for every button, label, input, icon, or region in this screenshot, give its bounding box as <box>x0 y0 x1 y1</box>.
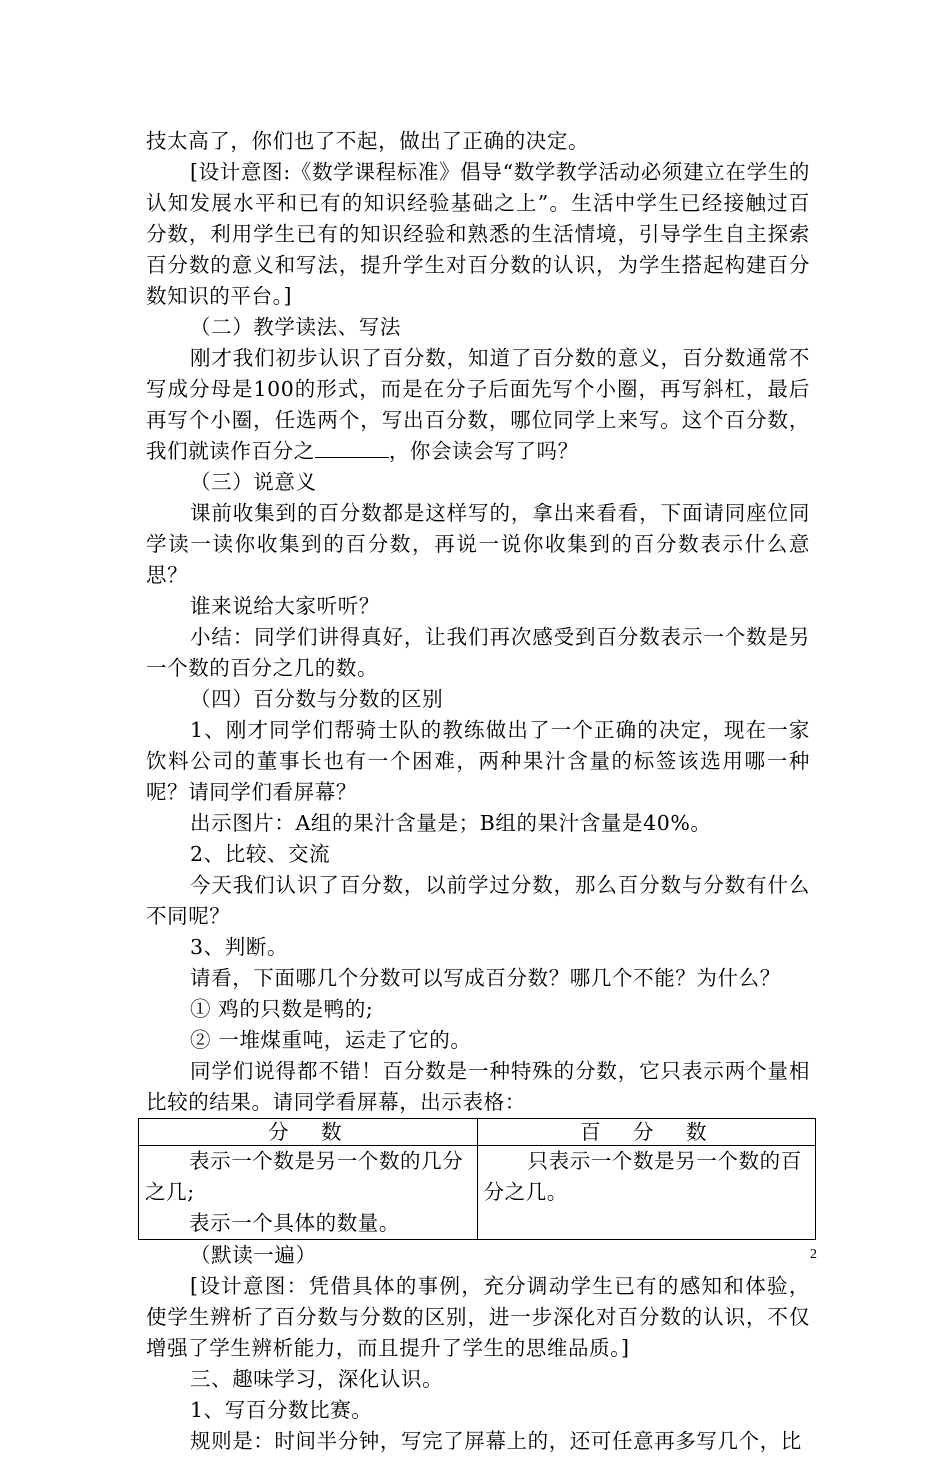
comparison-table <box>138 1118 816 1240</box>
paragraph-text: 规则是：时间半分钟，写完了屏幕上的，还可任意再多写几个，比 <box>190 1429 802 1453</box>
paragraph-text: 出示图片：A组的果汁含量是；B组的果汁含量是40%。 <box>190 811 712 835</box>
paragraph-text: 1、写百分数比赛。 <box>190 1398 373 1422</box>
cell-line: 表示一个具体的数量。 <box>189 1211 400 1235</box>
paragraphs-top <box>146 126 810 1118</box>
paragraph <box>146 1364 810 1395</box>
paragraph-text: 1、刚才同学们帮骑士队的教练做出了一个正确的决定，现在一家饮料公司的董事长也有一个困难，两种果汁含量的标签该选用哪一种呢？请同学们看屏幕？ <box>146 718 810 804</box>
paragraph-text: 小结：同学们讲得真好，让我们再次感受到百分数表示一个数是另一个数的百分之几的数。 <box>146 625 810 680</box>
paragraph-text: 3、判断。 <box>190 935 289 959</box>
paragraph-text: 谁来说给大家听听？ <box>190 594 380 618</box>
paragraph-tail: ，你会读会写了吗？ <box>388 439 579 463</box>
paragraph <box>146 157 810 312</box>
paragraph <box>146 870 810 932</box>
paragraph <box>146 312 810 343</box>
cell-fraction-meaning <box>139 1146 478 1240</box>
paragraph-text: 2、比较、交流 <box>190 842 331 866</box>
paragraph-text: 请看，下面哪几个分数可以写成百分数？哪几个不能？为什么？ <box>190 966 781 990</box>
paragraphs-bottom <box>146 1240 810 1457</box>
paragraph <box>146 1240 810 1271</box>
paragraph <box>146 932 810 963</box>
cell-line: 只表示一个数是另一个数的百分之几。 <box>483 1149 802 1204</box>
paragraph <box>146 591 810 622</box>
paragraph <box>146 126 810 157</box>
fill-in-blank <box>315 437 389 458</box>
paragraph <box>146 963 810 994</box>
paragraph <box>146 1426 810 1457</box>
header-fraction: 分 数 <box>139 1119 478 1146</box>
header-percent: 百 分 数 <box>477 1119 816 1146</box>
paragraph-text: （三）说意义 <box>190 470 317 494</box>
cell-line: 表示一个数是另一个数的几分之几; <box>145 1149 464 1204</box>
page-number: 2 <box>810 1247 817 1262</box>
paragraph <box>146 343 810 467</box>
paragraph-text: 今天我们认识了百分数，以前学过分数，那么百分数与分数有什么不同呢？ <box>146 873 810 928</box>
table-row <box>139 1146 816 1240</box>
paragraph-text: ① 鸡的只数是鸭的; <box>190 997 374 1021</box>
paragraph <box>146 1271 810 1364</box>
paragraph-text: 刚才我们初步认识了百分数，知道了百分数的意义，百分数通常不写成分母是100的形式，而是在分子后面先写个小圈，再写斜杠，最后再写个小圈，任选两个，写出百分数，哪位同学上来写。这个百分数，我们就读作百分之 <box>146 346 810 463</box>
table-header-row <box>139 1119 816 1146</box>
paragraph <box>146 839 810 870</box>
paragraph <box>146 622 810 684</box>
paragraph <box>146 808 810 839</box>
paragraph <box>146 994 810 1025</box>
paragraph-text: [设计意图:《数学课程标准》倡导“数学教学活动必须建立在学生的认知发展水平和已有的知识经验基础之上”。生活中学生已经接触过百分数，利用学生已有的知识经验和熟悉的生活情境，引导学生自主探索百分数的意义和写法，提升学生对百分数的认识，为学生搭起构建百分数知识的平台。] <box>146 160 810 308</box>
paragraph-text: 课前收集到的百分数都是这样写的，拿出来看看，下面请同座位同学读一读你收集到的百分数，再说一说你收集到的百分数表示什么意思？ <box>146 501 810 587</box>
paragraph-text: 三、趣味学习，深化认识。 <box>190 1367 444 1391</box>
paragraph <box>146 1395 810 1426</box>
paragraph-text: （默读一遍） <box>190 1243 317 1267</box>
paragraph <box>146 684 810 715</box>
cell-percent-meaning <box>477 1146 816 1240</box>
paragraph <box>146 715 810 808</box>
paragraph <box>146 498 810 591</box>
paragraph-text: （四）百分数与分数的区别 <box>190 687 444 711</box>
paragraph-text: 同学们说得都不错！百分数是一种特殊的分数，它只表示两个量相比较的结果。请同学看屏幕，出示表格： <box>146 1059 810 1114</box>
paragraph-text: [设计意图：凭借具体的事例，充分调动学生已有的感知和体验，使学生辨析了百分数与分数的区别，进一步深化对百分数的认识，不仅增强了学生辨析能力，而且提升了学生的思维品质。] <box>146 1274 810 1360</box>
paragraph <box>146 1056 810 1118</box>
paragraph <box>146 467 810 498</box>
paragraph-text: （二）教学读法、写法 <box>190 315 401 339</box>
document-body <box>146 126 810 1457</box>
paragraph-text: ② 一堆煤重吨，运走了它的。 <box>190 1028 472 1052</box>
paragraph-text: 技太高了，你们也了不起，做出了正确的决定。 <box>146 129 590 153</box>
paragraph <box>146 1025 810 1056</box>
